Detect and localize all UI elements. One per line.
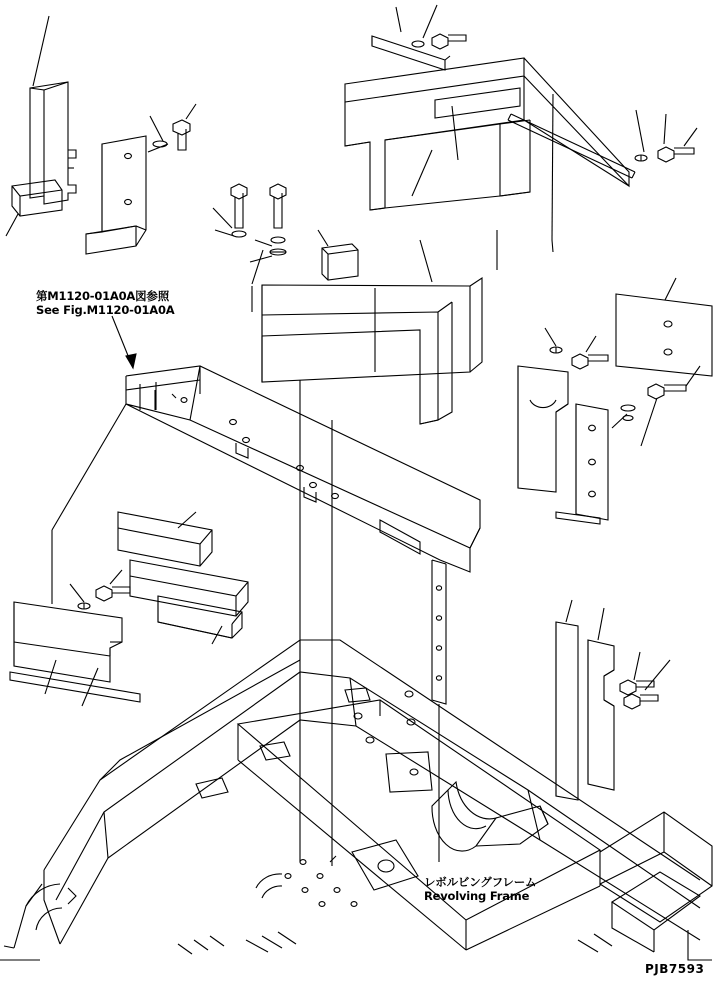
part-right-bracket [518,366,568,492]
part-lower-left-bar-2 [130,560,248,616]
part-washer-center-1 [232,231,246,237]
part-lower-left-bar-1 [118,512,212,566]
part-lower-right-plate-2 [588,640,614,790]
callout-arrow-see-fig [112,316,136,368]
part-washer-lower-left [78,603,90,609]
revolving-frame-label-en: Revolving Frame [424,889,530,904]
figure-part-number: PJB7593 [645,962,705,976]
part-right-upper-panel [616,278,712,376]
part-lower-right-plate-1 [556,622,578,800]
part-bolt-center-2 [270,184,286,228]
part-cover-rod [508,114,635,178]
part-bolt-lower-right [620,680,654,695]
reference-note-jp: 第M1120-01A0A図参照 [36,289,170,303]
part-bolt-lower-left [96,586,130,601]
part-upper-left-bracket [86,136,168,254]
part-bolt-right-mid [572,354,608,369]
part-right-bracket-2 [556,404,608,524]
part-vertical-post [432,560,446,862]
frame-bottom-hatch [178,936,224,954]
part-bolt-right-mid-2 [648,384,686,399]
part-top-cover-assembly [345,58,629,210]
part-top-angle-bracket [372,36,450,70]
part-bolt-center-1 [231,184,247,228]
part-bolt-lower-right-2 [624,694,658,709]
part-bolt-right-2 [658,147,694,162]
part-washer-upper-left-1 [153,141,167,147]
reference-note [36,289,175,318]
revolving-frame-label-jp: レボルビングフレーム [424,875,537,889]
part-washer-center-2 [270,237,286,255]
part-bolt-top-2 [432,34,466,49]
part-lower-left-bar-3 [158,596,242,638]
part-bolt-right-1 [635,155,647,161]
part-lower-left-panel [14,602,122,682]
part-upper-left-panel [30,16,76,204]
part-bolt-upper-left-1 [173,120,190,150]
part-main-beam [126,366,480,572]
reference-note-en: See Fig.M1120-01A0A [36,303,175,318]
revolving-frame-label [424,875,536,904]
part-center-panel [262,278,482,424]
part-left-wedge-block [6,180,62,236]
part-small-block-center [322,244,358,280]
part-washer-right-mid [550,347,562,353]
part-bolt-top-1 [412,41,424,47]
